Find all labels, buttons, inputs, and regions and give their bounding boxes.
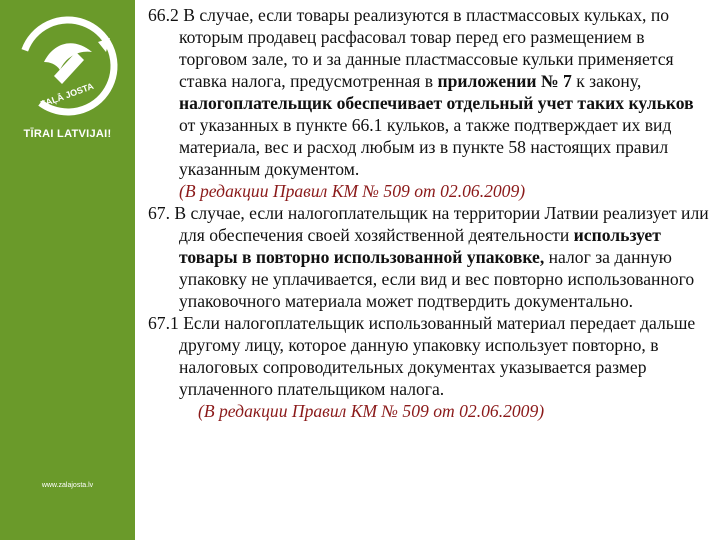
amendment-note: (В редакции Правил КМ № 509 от 02.06.2009) — [198, 401, 545, 421]
zala-josta-logo — [14, 12, 122, 120]
website-url[interactable]: www.zalajosta.lv — [41, 482, 94, 489]
amendment-note: (В редакции Правил КМ № 509 от 02.06.2009) — [179, 181, 526, 201]
svg-text:ZAĻĀ JOSTA: ZAĻĀ JOSTA — [39, 80, 95, 110]
slogan: TĪRAI LATVIJAI! — [23, 128, 112, 140]
paragraph-67-1: 67.1 Если налогоплательщик использованный материал передает дальше другому лицу, которое данную упаковку использует повторно, в налоговых сопроводительных документах указывается размер уплаченного плательщиком налога. — [148, 313, 696, 399]
sidebar — [0, 0, 135, 540]
paragraph-66-2: 66.2 В случае, если товары реализуются в пластмассовых кульках, по которым продавец расфасовал товар перед его размещением в торговом зале, то и за данные пластмассовые кульки применяется ставка налога, предусмотренная в приложении № 7 к закону, налогоплательщик обеспечивает отдельный учет таких кульков от указанных в пункте 66.1 кульков, а также подтверждает их вид материала, вес и расход любым из в пункте 58 настоящих правил указанным документом. — [148, 5, 694, 179]
paragraph-67: 67. В случае, если налогоплательщик на территории Латвии реализует или для обеспечения своей хозяйственной деятельности использует товары в повторно использованной упаковке, налог за данную упаковку не уплачивается, если вид и вес повторно использованного упаковочного материала может подтвердить документально. — [148, 203, 709, 311]
document-body — [148, 4, 714, 422]
